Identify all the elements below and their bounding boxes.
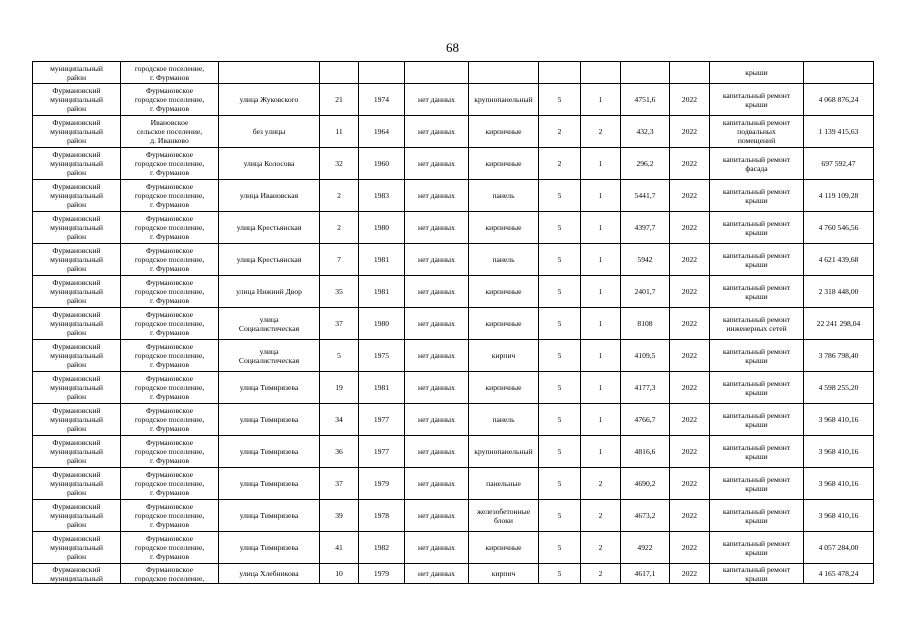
cost-cell: 1 139 415,63 [804, 116, 874, 148]
work-type-cell: крыши [710, 62, 804, 84]
cost-cell: 4 760 546,56 [804, 212, 874, 244]
entrances-cell: 1 [581, 212, 621, 244]
cost-cell: 4 057 284,00 [804, 532, 874, 564]
data-status-cell: нет данных [405, 84, 469, 116]
entrances-cell: 1 [581, 84, 621, 116]
plan-year-cell: 2022 [670, 340, 710, 372]
district-cell: Фурмановский муниципальный район [33, 468, 121, 500]
table-row [33, 212, 874, 244]
cost-cell: 4 119 109,28 [804, 180, 874, 212]
settlement-cell: Фурмановское городское поселение, г. Фурманов [121, 244, 219, 276]
plan-year-cell: 2022 [670, 180, 710, 212]
area-cell: 4922 [621, 532, 670, 564]
street-cell: улица Колосова [219, 148, 320, 180]
floors-cell: 5 [539, 84, 581, 116]
settlement-cell: Фурмановское городское поселение, г. Фурманов [121, 340, 219, 372]
area-cell: 4816,6 [621, 436, 670, 468]
floors-cell: 5 [539, 340, 581, 372]
data-status-cell: нет данных [405, 212, 469, 244]
data-status-cell: нет данных [405, 148, 469, 180]
house-cell: 2 [320, 180, 359, 212]
area-cell: 4673,2 [621, 500, 670, 532]
entrances-cell: 1 [581, 404, 621, 436]
cost-cell: 4 165 478,24 [804, 564, 874, 584]
material-cell: панель [469, 244, 539, 276]
year-cell: 1977 [359, 404, 405, 436]
district-cell: Фурмановский муниципальный район [33, 340, 121, 372]
house-cell: 21 [320, 84, 359, 116]
street-cell: улица Тимирязева [219, 468, 320, 500]
material-cell: кирпичные [469, 116, 539, 148]
table-row [33, 308, 874, 340]
data-status-cell: нет данных [405, 436, 469, 468]
material-cell: панель [469, 404, 539, 436]
material-cell: кирпичные [469, 148, 539, 180]
year-cell: 1980 [359, 308, 405, 340]
district-cell: Фурмановский муниципальный район [33, 532, 121, 564]
settlement-cell: Фурмановское городское поселение, г. Фурманов [121, 180, 219, 212]
house-cell: 34 [320, 404, 359, 436]
cost-cell: 697 592,47 [804, 148, 874, 180]
plan-year-cell: 2022 [670, 148, 710, 180]
entrances-cell: 2 [581, 116, 621, 148]
house-cell: 32 [320, 148, 359, 180]
entrances-cell: 1 [581, 244, 621, 276]
settlement-cell: Фурмановское городское поселение, г. Фурманов [121, 148, 219, 180]
area-cell: 432,3 [621, 116, 670, 148]
plan-year-cell: 2022 [670, 276, 710, 308]
plan-year-cell: 2022 [670, 244, 710, 276]
work-type-cell: капитальный ремонт крыши [710, 276, 804, 308]
page-number: 68 [446, 40, 459, 55]
floors-cell: 5 [539, 468, 581, 500]
district-cell: Фурмановский муниципальный район [33, 148, 121, 180]
material-cell: кирпичные [469, 372, 539, 404]
entrances-cell: 2 [581, 468, 621, 500]
street-cell: улица Жуковского [219, 84, 320, 116]
material-cell: кирпичные [469, 276, 539, 308]
plan-year-cell: 2022 [670, 532, 710, 564]
work-type-cell: капитальный ремонт крыши [710, 372, 804, 404]
data-status-cell: нет данных [405, 276, 469, 308]
settlement-cell: Фурмановское городское поселение, г. Фурманов [121, 532, 219, 564]
house-cell [320, 62, 359, 84]
floors-cell: 5 [539, 404, 581, 436]
street-cell: улица Тимирязева [219, 372, 320, 404]
street-cell: улица Тимирязева [219, 404, 320, 436]
table-row [33, 276, 874, 308]
year-cell: 1982 [359, 532, 405, 564]
cost-cell: 4 598 255,20 [804, 372, 874, 404]
table-row [33, 244, 874, 276]
cost-cell [804, 62, 874, 84]
settlement-cell: Фурмановское городское поселение, г. Фурманов [121, 500, 219, 532]
table-row [33, 116, 874, 148]
district-cell: Фурмановский муниципальный район [33, 180, 121, 212]
district-cell: Фурмановский муниципальный район [33, 372, 121, 404]
area-cell: 4397,7 [621, 212, 670, 244]
data-status-cell: нет данных [405, 372, 469, 404]
cost-cell: 2 318 448,00 [804, 276, 874, 308]
street-cell: улица Ивановская [219, 180, 320, 212]
floors-cell: 2 [539, 116, 581, 148]
year-cell: 1983 [359, 180, 405, 212]
work-type-cell: капитальный ремонт крыши [710, 564, 804, 584]
plan-year-cell: 2022 [670, 500, 710, 532]
data-status-cell: нет данных [405, 244, 469, 276]
year-cell: 1964 [359, 116, 405, 148]
data-status-cell: нет данных [405, 500, 469, 532]
district-cell: Фурмановский муниципальный район [33, 212, 121, 244]
year-cell: 1978 [359, 500, 405, 532]
material-cell: панельные [469, 468, 539, 500]
cost-cell: 3 968 410,16 [804, 468, 874, 500]
table-row [33, 532, 874, 564]
work-type-cell: капитальный ремонт крыши [710, 404, 804, 436]
area-cell: 296,2 [621, 148, 670, 180]
area-cell: 2401,7 [621, 276, 670, 308]
work-type-cell: капитальный ремонт крыши [710, 180, 804, 212]
street-cell: улица Социалистическая [219, 308, 320, 340]
area-cell: 4766,7 [621, 404, 670, 436]
work-type-cell: капитальный ремонт крыши [710, 340, 804, 372]
data-status-cell: нет данных [405, 180, 469, 212]
entrances-cell: 2 [581, 500, 621, 532]
house-cell: 10 [320, 564, 359, 584]
work-type-cell: капитальный ремонт крыши [710, 468, 804, 500]
settlement-cell: Фурмановское городское поселение, г. Фурманов [121, 84, 219, 116]
material-cell: крупнопанельный [469, 436, 539, 468]
plan-year-cell: 2022 [670, 84, 710, 116]
table-row [33, 62, 874, 84]
year-cell: 1981 [359, 276, 405, 308]
year-cell: 1975 [359, 340, 405, 372]
cost-cell: 3 786 798,40 [804, 340, 874, 372]
house-cell: 36 [320, 436, 359, 468]
plan-year-cell: 2022 [670, 116, 710, 148]
house-cell: 19 [320, 372, 359, 404]
work-type-cell: капитальный ремонт крыши [710, 436, 804, 468]
district-cell: Фурмановский муниципальный район [33, 116, 121, 148]
data-status-cell: нет данных [405, 532, 469, 564]
cost-cell: 3 968 410,16 [804, 436, 874, 468]
area-cell: 4109,5 [621, 340, 670, 372]
floors-cell: 5 [539, 372, 581, 404]
table-row [33, 180, 874, 212]
street-cell [219, 62, 320, 84]
plan-year-cell: 2022 [670, 212, 710, 244]
work-type-cell: капитальный ремонт инженерных сетей [710, 308, 804, 340]
material-cell: железобетонные блоки [469, 500, 539, 532]
floors-cell: 5 [539, 276, 581, 308]
table-row [33, 500, 874, 532]
work-type-cell: капитальный ремонт подвальных помещений [710, 116, 804, 148]
street-cell: улица Тимирязева [219, 532, 320, 564]
settlement-cell: Фурмановское городское поселение, г. Фурманов [121, 212, 219, 244]
plan-year-cell [670, 62, 710, 84]
data-status-cell: нет данных [405, 468, 469, 500]
table-row [33, 468, 874, 500]
settlement-cell: Ивановское сельское поселение, д. Иванково [121, 116, 219, 148]
table-row [33, 340, 874, 372]
street-cell: улица Тимирязева [219, 436, 320, 468]
table-row [33, 84, 874, 116]
street-cell: без улицы [219, 116, 320, 148]
area-cell: 4617,1 [621, 564, 670, 584]
settlement-cell: Фурмановское городское поселение, г. Фурманов [121, 372, 219, 404]
street-cell: улица Социалистическая [219, 340, 320, 372]
settlement-cell: Фурмановское городское поселение, г. Фурманов [121, 276, 219, 308]
floors-cell: 5 [539, 212, 581, 244]
settlement-cell: Фурмановское городское поселение, г. Фурманов [121, 468, 219, 500]
work-type-cell: капитальный ремонт крыши [710, 244, 804, 276]
area-cell: 4751,6 [621, 84, 670, 116]
settlement-cell: Фурмановское городское поселение, [121, 564, 219, 584]
area-cell: 4690,2 [621, 468, 670, 500]
district-cell: Фурмановский муниципальный [33, 564, 121, 584]
table-row [33, 372, 874, 404]
area-cell [621, 62, 670, 84]
entrances-cell: 1 [581, 148, 621, 180]
work-type-cell: капитальный ремонт крыши [710, 500, 804, 532]
material-cell: кирпичные [469, 212, 539, 244]
street-cell: улица Хлебникова [219, 564, 320, 584]
year-cell: 1960 [359, 148, 405, 180]
material-cell: крупнопанельный [469, 84, 539, 116]
entrances-cell: 1 [581, 340, 621, 372]
material-cell: кирпичные [469, 532, 539, 564]
district-cell: Фурмановский муниципальный район [33, 404, 121, 436]
house-cell: 37 [320, 308, 359, 340]
cost-cell: 4 068 876,24 [804, 84, 874, 116]
plan-year-cell: 2022 [670, 308, 710, 340]
material-cell: кирпич [469, 564, 539, 584]
area-cell: 4177,3 [621, 372, 670, 404]
year-cell: 1979 [359, 468, 405, 500]
table-row [33, 564, 874, 584]
floors-cell: 5 [539, 500, 581, 532]
floors-cell: 5 [539, 308, 581, 340]
entrances-cell: 1 [581, 308, 621, 340]
street-cell: улица Крестьянская [219, 212, 320, 244]
year-cell: 1980 [359, 212, 405, 244]
table-row [33, 436, 874, 468]
district-cell: муниципальный район [33, 62, 121, 84]
work-type-cell: капитальный ремонт фасада [710, 148, 804, 180]
settlement-cell: Фурмановское городское поселение, г. Фурманов [121, 308, 219, 340]
district-cell: Фурмановский муниципальный район [33, 84, 121, 116]
house-cell: 5 [320, 340, 359, 372]
repair-registry-table [32, 61, 874, 584]
area-cell: 5942 [621, 244, 670, 276]
district-cell: Фурмановский муниципальный район [33, 436, 121, 468]
plan-year-cell: 2022 [670, 564, 710, 584]
entrances-cell: 1 [581, 276, 621, 308]
entrances-cell: 1 [581, 436, 621, 468]
area-cell: 5441,7 [621, 180, 670, 212]
floors-cell: 2 [539, 148, 581, 180]
year-cell: 1981 [359, 372, 405, 404]
entrances-cell: 1 [581, 180, 621, 212]
district-cell: Фурмановский муниципальный район [33, 500, 121, 532]
house-cell: 39 [320, 500, 359, 532]
street-cell: улица Нижний Двор [219, 276, 320, 308]
data-status-cell: нет данных [405, 340, 469, 372]
material-cell: кирпичные [469, 308, 539, 340]
settlement-cell: Фурмановское городское поселение, г. Фурманов [121, 404, 219, 436]
data-status-cell: нет данных [405, 116, 469, 148]
house-cell: 35 [320, 276, 359, 308]
work-type-cell: капитальный ремонт крыши [710, 532, 804, 564]
cost-cell: 22 241 298,04 [804, 308, 874, 340]
plan-year-cell: 2022 [670, 404, 710, 436]
plan-year-cell: 2022 [670, 372, 710, 404]
cost-cell: 3 968 410,16 [804, 404, 874, 436]
entrances-cell [581, 62, 621, 84]
plan-year-cell: 2022 [670, 436, 710, 468]
data-status-cell: нет данных [405, 308, 469, 340]
year-cell: 1977 [359, 436, 405, 468]
data-status-cell [405, 62, 469, 84]
house-cell: 41 [320, 532, 359, 564]
table-row [33, 148, 874, 180]
data-status-cell: нет данных [405, 404, 469, 436]
settlement-cell: городское поселение, г. Фурманов [121, 62, 219, 84]
year-cell: 1979 [359, 564, 405, 584]
entrances-cell: 1 [581, 372, 621, 404]
cost-cell: 3 968 410,16 [804, 500, 874, 532]
house-cell: 37 [320, 468, 359, 500]
street-cell: улица Тимирязева [219, 500, 320, 532]
street-cell: улица Крестьянская [219, 244, 320, 276]
year-cell: 1974 [359, 84, 405, 116]
plan-year-cell: 2022 [670, 468, 710, 500]
work-type-cell: капитальный ремонт крыши [710, 84, 804, 116]
house-cell: 7 [320, 244, 359, 276]
entrances-cell: 2 [581, 532, 621, 564]
material-cell: панель [469, 180, 539, 212]
floors-cell: 5 [539, 532, 581, 564]
district-cell: Фурмановский муниципальный район [33, 308, 121, 340]
year-cell: 1981 [359, 244, 405, 276]
district-cell: Фурмановский муниципальный район [33, 276, 121, 308]
year-cell [359, 62, 405, 84]
floors-cell: 5 [539, 436, 581, 468]
settlement-cell: Фурмановское городское поселение, г. Фурманов [121, 436, 219, 468]
data-status-cell: нет данных [405, 564, 469, 584]
material-cell [469, 62, 539, 84]
district-cell: Фурмановский муниципальный район [33, 244, 121, 276]
house-cell: 11 [320, 116, 359, 148]
floors-cell: 5 [539, 564, 581, 584]
cost-cell: 4 621 439,68 [804, 244, 874, 276]
work-type-cell: капитальный ремонт крыши [710, 212, 804, 244]
floors-cell: 5 [539, 244, 581, 276]
floors-cell: 5 [539, 180, 581, 212]
area-cell: 8108 [621, 308, 670, 340]
floors-cell [539, 62, 581, 84]
entrances-cell: 2 [581, 564, 621, 584]
table-row [33, 404, 874, 436]
house-cell: 2 [320, 212, 359, 244]
material-cell: кирпич [469, 340, 539, 372]
